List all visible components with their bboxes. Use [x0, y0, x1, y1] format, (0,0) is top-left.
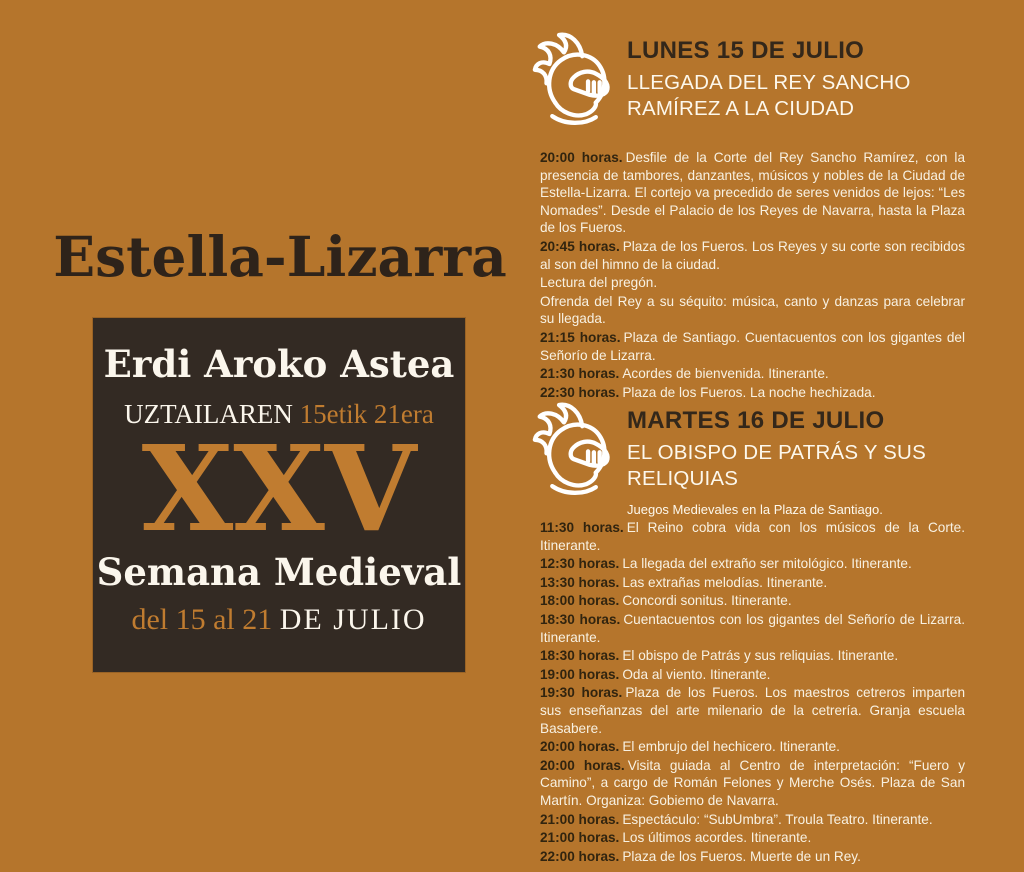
schedule-event	[540, 555, 965, 573]
event-description: La llegada del extraño ser mitológico. Itinerante.	[622, 556, 912, 572]
event-time: 20:00 horas.	[540, 739, 620, 755]
event-description: Plaza de Santiago. Cuentacuentos con los gigantes del Señorío de Lizarra.	[540, 329, 965, 363]
event-description: Los últimos acordes. Itinerante.	[622, 830, 812, 846]
event-time: 12:30 horas.	[540, 556, 620, 572]
schedule-event	[540, 757, 965, 810]
schedule-event	[540, 238, 965, 273]
schedule-event	[540, 293, 965, 328]
event-description: El embrujo del hechicero. Itinerante.	[622, 739, 840, 755]
event-time: 11:30 horas.	[540, 520, 624, 535]
badge-title-basque: Erdi Aroko Astea	[103, 342, 455, 386]
schedule-event	[540, 666, 965, 684]
event-description: Plaza de los Fueros. Los Reyes y su corte son recibidos al son del himno de la ciudad.	[540, 238, 965, 272]
schedule-event	[540, 738, 965, 756]
event-time: 20:00 horas.	[540, 757, 625, 773]
badge-dates-spanish-month: DE JULIO	[279, 603, 427, 636]
event-description: El obispo de Patrás y sus reliquias. Itinerante.	[622, 648, 899, 664]
event-description: Oda al viento. Itinerante.	[622, 666, 771, 682]
event-description: Acordes de bienvenida. Itinerante.	[622, 366, 829, 382]
event-time: 19:00 horas.	[540, 666, 620, 682]
event-time: 21:00 horas.	[540, 811, 620, 827]
event-time: 22:00 horas.	[540, 848, 620, 864]
event-description: Visita guiada al Centro de interpretación: “Fuero y Camino”, a cargo de Román Felones y Merche Osés. Plaza de San Martín. Organiza: Gobiemo de Navarra.	[540, 757, 966, 808]
schedule-event	[540, 329, 965, 364]
day-note: Juegos Medievales en la Plaza de Santiago.	[627, 502, 883, 518]
schedule-martes	[540, 519, 965, 866]
event-badge	[93, 318, 465, 672]
day-header-martes	[532, 397, 982, 517]
event-description: Plaza de los Fueros. Los maestros cetreros imparten sus enseñanzas del arte milenario de la cetrería. Granja escuela Basabere.	[540, 685, 965, 736]
event-description: El Reino cobra vida con los músicos de la Corte. Itinerante.	[540, 520, 966, 553]
badge-dates-spanish-range: del 15 al 21	[131, 603, 273, 636]
city-title: Estella-Lizarra	[53, 224, 507, 289]
event-time: 20:45 horas.	[540, 238, 620, 254]
event-description: Desfile de la Corte del Rey Sancho Ramírez, con la presencia de tambores, danzantes, músicos y nobles de la Ciudad de Estella-Lizarra. El cortejo va precedido de seres venidos de lejos: “Les Nomades”. Desde el Palacio de los Reyes de Navarra, hasta la Plaza de los Fueros.	[540, 150, 965, 236]
event-description: Espectáculo: “SubUmbra”. Troula Teatro. Itinerante.	[622, 811, 933, 827]
event-time: 19:30 horas.	[540, 685, 623, 701]
event-time: 13:30 horas.	[540, 574, 620, 590]
schedule-lunes	[540, 149, 965, 402]
event-time: 18:30 horas.	[540, 611, 621, 627]
event-time: 21:30 horas.	[540, 366, 620, 382]
schedule-event	[540, 519, 965, 554]
day-subtitle: EL OBISPO DE PATRÁS Y SUS RELIQUIAS	[627, 441, 926, 491]
day-subtitle: LLEGADA DEL REY SANCHO RAMÍREZ A LA CIUDAD	[627, 71, 911, 121]
schedule-event	[540, 829, 965, 847]
badge-dates-basque-range: 15etik 21era	[299, 399, 434, 429]
event-description: Lectura del pregón.	[540, 275, 658, 291]
schedule-event	[540, 274, 965, 292]
day-title: LUNES 15 DE JULIO	[627, 37, 865, 64]
schedule-event	[540, 848, 965, 866]
knight-helmet-icon	[532, 397, 619, 498]
badge-edition-numeral: XXV	[141, 419, 417, 558]
event-description: Concordi sonitus. Itinerante.	[622, 593, 792, 609]
event-time: 21:15 horas.	[540, 329, 621, 345]
schedule-event	[540, 365, 965, 383]
event-time: 22:30 horas.	[540, 384, 620, 400]
schedule-event	[540, 684, 965, 737]
event-description: Plaza de los Fueros. Muerte de un Rey.	[622, 848, 861, 864]
schedule-event	[540, 811, 965, 829]
schedule-event	[540, 149, 965, 237]
event-description: Las extrañas melodías. Itinerante.	[622, 574, 828, 590]
schedule-event	[540, 611, 965, 646]
schedule-event	[540, 647, 965, 665]
event-time: 18:30 horas.	[540, 648, 620, 664]
day-title: MARTES 16 DE JULIO	[627, 407, 885, 434]
event-time: 21:00 horas.	[540, 830, 620, 846]
day-header-lunes	[532, 27, 982, 128]
schedule-event	[540, 574, 965, 592]
schedule-event	[540, 592, 965, 610]
event-time: 20:00 horas.	[540, 150, 623, 165]
event-time: 18:00 horas.	[540, 593, 620, 609]
knight-helmet-icon	[532, 27, 619, 128]
day-header-text	[627, 397, 962, 517]
event-description: Cuentacuentos con los gigantes del Señorío de Lizarra. Itinerante.	[540, 611, 965, 645]
badge-dates-basque-label: UZTAILAREN	[124, 399, 293, 429]
event-description: Plaza de los Fueros. La noche hechizada.	[622, 384, 876, 400]
event-description: Ofrenda del Rey a su séquito: música, canto y danzas para celebrar su llegada.	[540, 293, 965, 327]
badge-title-spanish: Semana Medieval	[96, 550, 462, 594]
badge-dates-spanish	[131, 603, 426, 637]
day-header-text	[627, 27, 962, 128]
